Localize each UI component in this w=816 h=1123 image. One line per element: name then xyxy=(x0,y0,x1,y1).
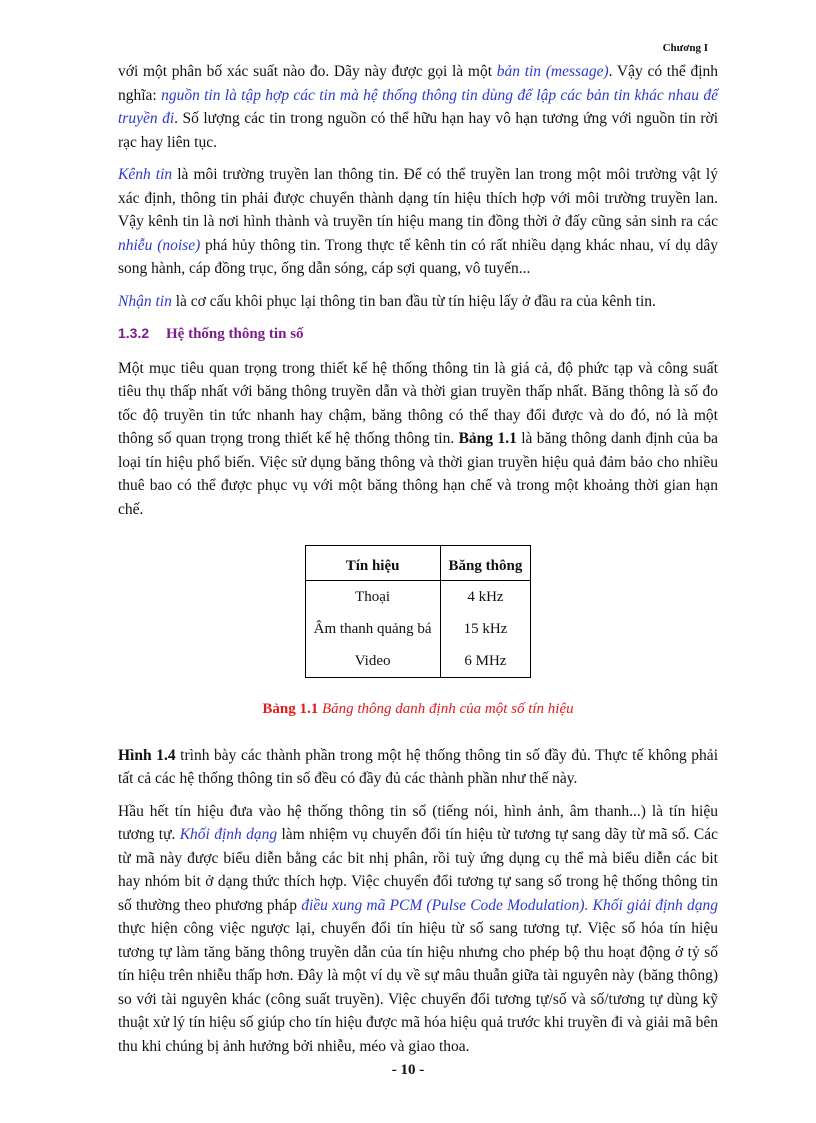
term-pcm: điều xung mã PCM (Pulse Code Modulation). Khối giải định dạng xyxy=(301,896,718,914)
paragraph-message-definition xyxy=(118,60,718,154)
term-noise: nhiễu (noise) xyxy=(118,236,201,254)
section-number: 1.3.2 xyxy=(118,325,150,341)
bandwidth-table xyxy=(305,545,532,678)
table-cell: 4 kHz xyxy=(440,581,531,614)
table-row xyxy=(305,581,531,614)
text-span: Một mục tiêu quan trọng trong thiết kế hệ thống thông tin là giá cả, độ phức tạp và công suất tiêu thụ thấp nhất với băng thông truyền dẫn và thời gian truyền thấp nhất. Băng thông là số đo tốc độ truyền tin tức nhanh hay chậm, băng thông có thể thay đổi được và do đó, nó là một thông số quan trọng trong thiết kế hệ thống thông tin. xyxy=(118,359,718,447)
page-number: - 10 - xyxy=(391,1062,425,1078)
term-formatting-block: Khối định dạng xyxy=(179,826,278,843)
section-heading xyxy=(118,322,718,347)
text-span: là cơ cấu khôi phục lại thông tin ban đầu từ tín hiệu lấy ở đầu ra của kênh tin. xyxy=(171,292,656,310)
text-span: . Vậy có thể định nghĩa: xyxy=(118,63,719,104)
text-span: là môi trường truyền lan thông tin. Để có thể truyền lan trong một môi trường vật lý xác định, thông tin phải được chuyển thành dạng tín hiệu thích hợp với môi trường truyền lan. Vậy kênh tin là nơi hình thành và truyền tín hiệu mang tin đồng thời ở đấy cũng sản sinh ra các xyxy=(118,166,718,230)
text-span: là băng thông danh định của ba loại tín hiệu phổ biến. Việc sử dụng băng thông và thời gian truyền hiệu quả đảm bảo cho nhiều thuê bao có thể được phục vụ với một băng thông hạn chế và trong một khoảng thời gian hạn chế. xyxy=(118,430,718,518)
table-header: Tín hiệu xyxy=(305,546,440,581)
paragraph-receiver xyxy=(118,290,718,314)
paragraph-formatting xyxy=(118,800,718,1059)
table-cell: 15 kHz xyxy=(440,613,531,645)
table-reference: Bảng 1.1 xyxy=(458,430,517,447)
text-span: phá hủy thông tin. Trong thực tế kênh tin có rất nhiều dạng khác nhau, ví dụ dây song hành, cáp đồng trục, ống dẫn sóng, cáp sợi quang, vô tuyến... xyxy=(118,236,718,277)
table-cell: Thoại xyxy=(305,581,440,614)
table-header: Băng thông xyxy=(440,546,531,581)
chapter-header: Chương I xyxy=(662,42,708,54)
text-span: thực hiện công việc ngược lại, chuyển đổi tín hiệu từ số sang tương tự. Việc số hóa tín hiệu tương tự làm tăng băng thông truyền dẫn của tín hiệu nhưng cho phép bộ thu hoạt động ở tỷ số tín hiệu trên nhiễu thấp hơn. Đây là một ví dụ về sự mâu thuẫn giữa tài nguyên này (băng thông) so với tài nguyên khác (công suất truyền). Việc chuyển đổi tương tự/số và số/tương tự dùng kỹ thuật xử lý tín hiệu số giúp cho tín hiệu được mã hóa hiệu quả trước khi truyền đi và giải mã bên thu khi chúng bị ảnh hưởng bởi nhiễu, méo và giao thoa. xyxy=(118,920,718,1055)
paragraph-bandwidth xyxy=(118,357,718,522)
term-receiver: Nhận tin xyxy=(118,292,172,310)
table-header-row xyxy=(305,546,531,581)
term-message: bản tin (message) xyxy=(496,63,609,80)
table-row xyxy=(305,645,531,678)
source-definition: nguồn tin là tập hợp các tin mà hệ thống thông tin dùng để lập các bản tin khác nhau để truyền đi xyxy=(118,86,718,127)
caption-label: Bảng 1.1 xyxy=(262,701,319,717)
term-channel: Kênh tin xyxy=(118,166,173,183)
page-content xyxy=(118,60,718,1067)
caption-text: Băng thông danh định của một số tín hiệu xyxy=(321,701,574,717)
table-row xyxy=(305,613,531,645)
text-span: với một phân bố xác suất nào đo. Dãy này được gọi là một xyxy=(118,63,497,80)
text-span: làm nhiệm vụ chuyển đổi tín hiệu từ tương tự sang dãy từ mã số. Các từ mã này được biểu diễn bằng các bit nhị phân, rồi tuỳ ứng dụng cụ thể mà biểu diễn các bit hay nhóm bit ở dạng thức thích hợp. Việc chuyển đổi tương tự sang số trong hệ thống thông tin số thường theo phương pháp xyxy=(118,826,718,914)
figure-reference: Hình 1.4 xyxy=(118,746,176,764)
table-cell: Âm thanh quảng bá xyxy=(305,613,440,645)
text-span: Hầu hết tín hiệu đưa vào hệ thống thông tin số (tiếng nói, hình ảnh, âm thanh...) là tín hiệu tương tự. xyxy=(118,802,718,843)
section-title: Hệ thống thông tin số xyxy=(166,326,304,342)
text-span: . Số lượng các tin trong nguồn có thể hữu hạn hay vô hạn tương ứng với nguồn tin rời rạc hay liên tục. xyxy=(118,110,719,151)
table-caption xyxy=(118,698,718,722)
table-cell: 6 MHz xyxy=(440,645,531,678)
paragraph-channel xyxy=(118,163,718,281)
paragraph-figure xyxy=(118,744,718,791)
table-cell: Video xyxy=(305,645,440,678)
text-span: trình bày các thành phần trong một hệ thống thông tin số đầy đủ. Thực tế không phải tất cả các hệ thống thông tin số đều có đầy đủ các thành phần như thế này. xyxy=(118,746,718,787)
